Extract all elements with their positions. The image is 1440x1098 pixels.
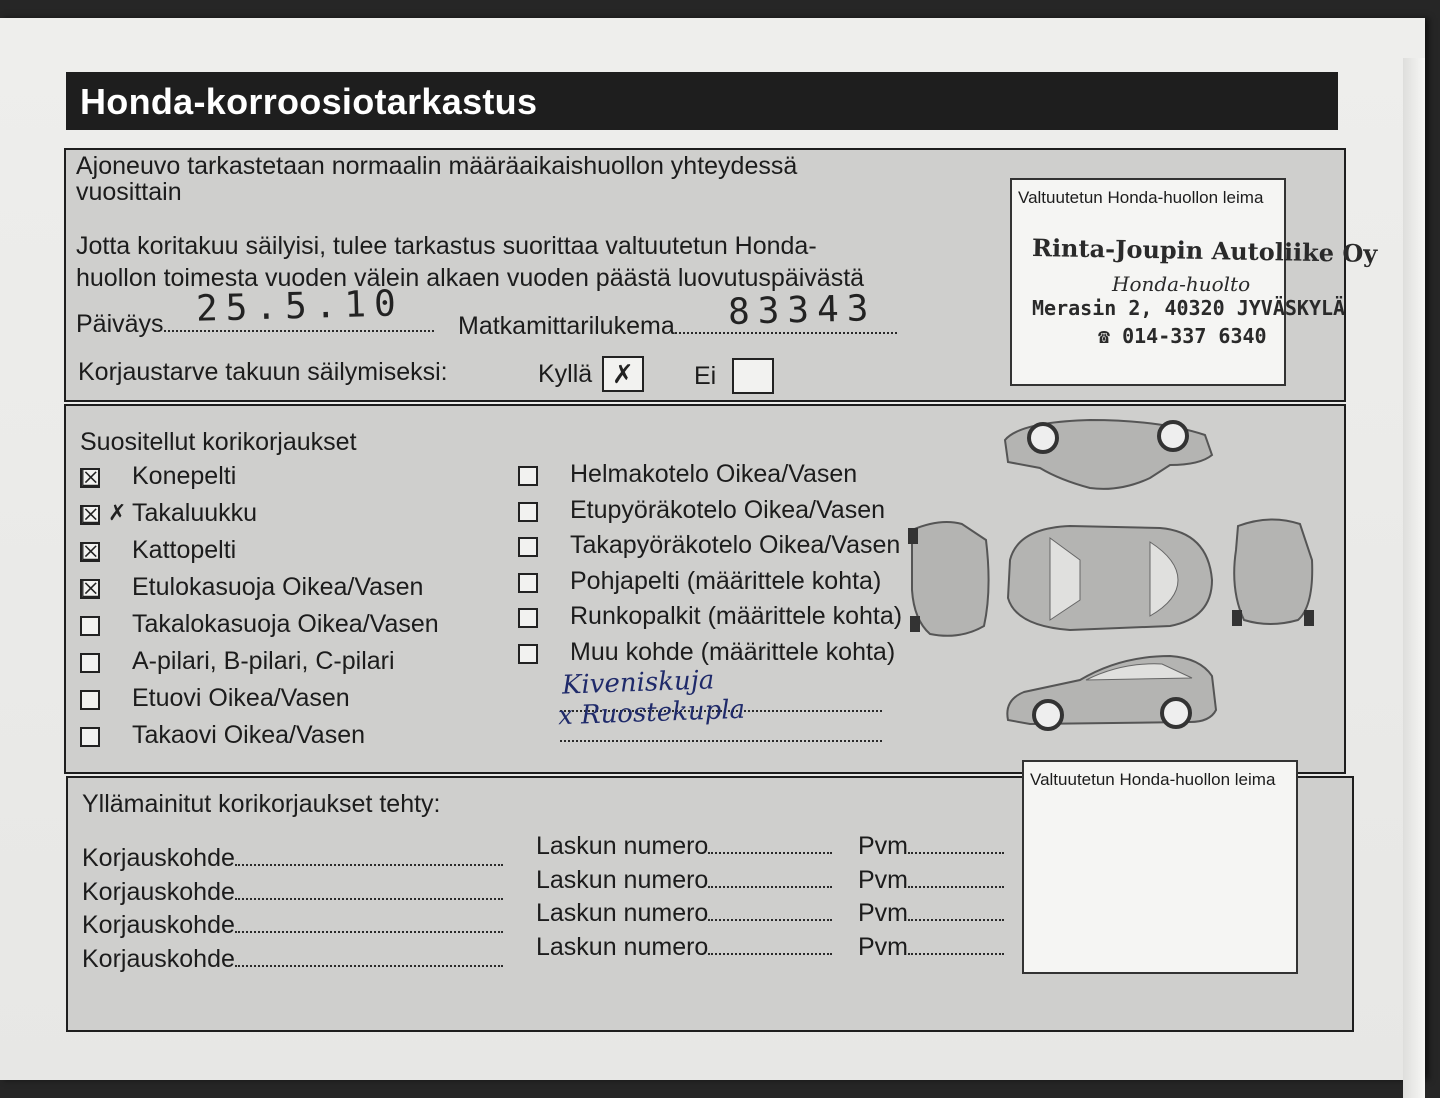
checklist-item-label: Pohjapelti (määrittele kohta): [570, 566, 882, 595]
dotted-line: [708, 933, 832, 955]
checkbox[interactable]: [80, 539, 102, 566]
repair-date-field[interactable]: [858, 899, 1004, 928]
page-edge: [1403, 58, 1425, 1098]
dealer-stamp-box-2: [1022, 760, 1298, 974]
repair-date-label: Pvm: [858, 832, 908, 860]
repair-item-field[interactable]: [82, 945, 503, 974]
repair-item-label: Korjauskohde: [82, 911, 235, 939]
checklist-item-label: Takapyöräkotelo Oikea/Vasen: [570, 531, 901, 559]
wheel-icon: [1034, 701, 1062, 729]
repair-item-field[interactable]: [82, 911, 503, 940]
repair-item-label: Korjauskohde: [82, 877, 235, 906]
checkbox[interactable]: [80, 653, 100, 673]
intro-line-3: Jotta koritakuu säilyisi, tulee tarkastus suorittaa valtuutetun Honda-: [76, 232, 817, 260]
page-title: Honda-korroosiotarkastus: [80, 81, 538, 122]
dotted-line: [235, 945, 503, 967]
invoice-number-field[interactable]: [536, 933, 832, 962]
dotted-line: [235, 844, 503, 866]
stamp-label: Valtuutetun Honda-huollon leima: [1018, 188, 1264, 207]
car-top-view: [1008, 526, 1212, 630]
checklist-item-label: Etupyöräkotelo Oikea/Vasen: [570, 495, 886, 524]
checklist-item-label: Kattopelti: [132, 536, 237, 564]
recommended-title: Suositellut korikorjaukset: [80, 428, 357, 456]
checklist-item-label: Helmakotelo Oikea/Vasen: [570, 460, 858, 488]
checkbox[interactable]: [518, 537, 538, 557]
dotted-line: [908, 933, 1004, 955]
date-label: Päiväys: [76, 310, 164, 338]
check-mark: ☒: [80, 576, 102, 603]
stamp-phone: ☎ 014-337 6340: [1098, 324, 1267, 348]
dotted-line: [708, 832, 832, 854]
repair-date-label: Pvm: [858, 932, 908, 961]
dotted-line: [235, 878, 503, 900]
invoice-number-label: Laskun numero: [536, 899, 709, 927]
car-front-view: [908, 522, 989, 636]
stamp-address: Merasin 2, 40320 JYVÄSKYLÄ: [1032, 296, 1346, 320]
repair-date-label: Pvm: [858, 899, 908, 927]
intro-line-4: huollon toimesta vuoden välein alkaen vuoden päästä luovutuspäivästä: [76, 264, 865, 292]
invoice-number-label: Laskun numero: [536, 865, 709, 894]
intro-line-2: vuosittain: [76, 178, 182, 206]
checkbox[interactable]: [518, 608, 538, 628]
checkbox[interactable]: [518, 502, 538, 522]
repair-need-label: Korjaustarve takuun säilymiseksi:: [78, 358, 448, 386]
yes-label: Kyllä: [538, 360, 593, 388]
check-mark: ☒: [80, 465, 102, 492]
checkbox[interactable]: [80, 616, 100, 636]
car-diagram: [900, 410, 1340, 750]
car-side-view: [1007, 656, 1216, 729]
wheel-icon: [1159, 422, 1187, 450]
repair-date-field[interactable]: [858, 933, 1004, 962]
checklist-item-label: Etulokasuoja Oikea/Vasen: [132, 573, 424, 601]
repair-date-field[interactable]: [858, 832, 1004, 861]
checklist-item-label: A-pilari, B-pilari, C-pilari: [132, 647, 395, 675]
dotted-line: [908, 832, 1004, 854]
checklist-item-label: Takaovi Oikea/Vasen: [132, 721, 365, 749]
checkbox[interactable]: [518, 644, 538, 664]
repair-date-label: Pvm: [858, 865, 908, 894]
check-mark: ☒: [80, 539, 102, 566]
takaluukku-extra-mark: ✗: [108, 500, 127, 525]
checkbox[interactable]: [80, 502, 102, 529]
checkbox[interactable]: [518, 466, 538, 486]
intro-line-1: Ajoneuvo tarkastetaan normaalin määräaikaishuollon yhteydessä: [76, 152, 798, 180]
title-bar: [66, 72, 1338, 130]
stamp-subtitle: Honda-huolto: [1112, 272, 1251, 296]
checkbox[interactable]: [80, 690, 100, 710]
repair-item-field[interactable]: [82, 878, 503, 907]
stamp-company: Rinta-Joupin Autoliike Oy: [1031, 232, 1378, 269]
checklist-item-label: Konepelti: [132, 462, 237, 490]
repair-item-label: Korjauskohde: [82, 944, 235, 973]
repair-date-field[interactable]: [858, 866, 1004, 895]
no-checkbox[interactable]: [732, 358, 774, 394]
checkbox[interactable]: [80, 465, 102, 492]
checkbox[interactable]: [80, 576, 102, 603]
checklist-item-label: Takalokasuoja Oikea/Vasen: [132, 610, 439, 638]
checkbox[interactable]: [80, 727, 100, 747]
car-rear-view: [1232, 519, 1314, 626]
dotted-line: [908, 866, 1004, 888]
invoice-number-field[interactable]: [536, 899, 832, 928]
dotted-line: [708, 866, 832, 888]
car-side-top-view: [1005, 420, 1212, 489]
yes-checkbox[interactable]: [602, 356, 644, 392]
note-handwritten-2: x Ruostekupla: [557, 694, 746, 732]
wheel-icon: [1162, 699, 1190, 727]
invoice-number-label: Laskun numero: [536, 932, 709, 961]
stamp2-label: Valtuutetun Honda-huollon leima: [1030, 770, 1276, 789]
checklist-item-label: Muu kohde (määrittele kohta): [570, 637, 896, 666]
no-label: Ei: [694, 362, 717, 390]
repair-item-field[interactable]: [82, 844, 503, 873]
checklist-item-label: Etuovi Oikea/Vasen: [132, 684, 350, 712]
invoice-number-label: Laskun numero: [536, 832, 709, 860]
invoice-number-field[interactable]: [536, 832, 832, 861]
checklist-item-label: Takaluukku: [132, 499, 258, 527]
dotted-line: [235, 911, 503, 933]
yes-mark: ✗: [612, 359, 634, 389]
wheel-icon: [1029, 424, 1057, 452]
repair-item-label: Korjauskohde: [82, 844, 235, 872]
done-title: Yllämainitut korikorjaukset tehty:: [82, 790, 441, 818]
dotted-line: [908, 899, 1004, 921]
date-handwritten: 25.5.10: [195, 283, 405, 330]
checkbox[interactable]: [518, 573, 538, 593]
odometer-handwritten: 83343: [727, 288, 877, 333]
check-mark: ☒: [80, 502, 102, 529]
checklist-item-label: Runkopalkit (määrittele kohta): [570, 602, 903, 630]
invoice-number-field[interactable]: [536, 866, 832, 895]
odometer-label: Matkamittarilukema: [458, 312, 675, 340]
note-handwritten-1: Kiveniskuja: [561, 665, 715, 701]
dotted-line: [708, 899, 832, 921]
